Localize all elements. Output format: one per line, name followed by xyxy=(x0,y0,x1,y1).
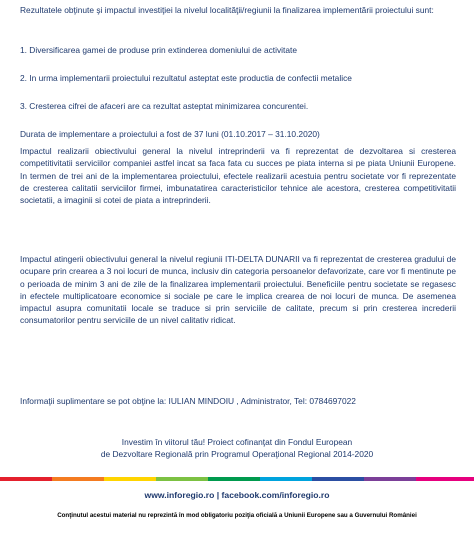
intro-paragraph: Rezultatele obţinute şi impactul investiţiei la nivelul localităţii/regiunii la finalizarea implementării proiectului sunt: xyxy=(20,5,434,15)
result-item-2: 2. In urma implementarii proiectului rezultatul asteptat este productia de confectii metalice xyxy=(20,73,352,83)
duration-text: Durata de implementare a proiectului a fost de 37 luni (01.10.2017 – 31.10.2020) xyxy=(20,129,320,139)
stripe-segment xyxy=(52,477,104,481)
stripe-segment xyxy=(208,477,260,481)
color-stripe xyxy=(0,477,474,481)
result-item-3: 3. Cresterea cifrei de afaceri are ca rezultat asteptat minimizarea concurentei. xyxy=(20,101,309,111)
eu-disclaimer: Conţinutul acestui material nu reprezintă în mod obligatoriu poziţia oficială a Uniunii Europene sau a Guvernului României xyxy=(57,512,417,519)
impact-enterprise-paragraph: Impactul realizarii obiectivului general la nivelul intreprinderii va fi reprezentat de dezvoltarea si cresterea competitivitatii serviciilor companiei astfel incat sa faca fata cu succes pe piata interna si pe piata Uniunii Europene. In termen de trei ani de la implementarea proiectului, efectele realizarii acestuia pentru societate vor fi reprezentate de cresterea calitatii serviciilor firmei, imbunatatirea caracteristicilor tehnice ale acestora, cresterea competitivitatii societatii, a imaginii si cotei de piata a intreprinderii. xyxy=(20,146,456,206)
stripe-segment xyxy=(416,477,474,481)
stripe-segment xyxy=(312,477,364,481)
website-links[interactable]: www.inforegio.ro | facebook.com/inforegio.ro xyxy=(144,490,330,500)
stripe-segment xyxy=(156,477,208,481)
stripe-segment xyxy=(104,477,156,481)
result-item-1: 1. Diversificarea gamei de produse prin extinderea domeniului de activitate xyxy=(20,45,297,55)
stripe-segment xyxy=(0,477,52,481)
impact-region-paragraph: Impactul atingerii obiectivului general la nivelul regiunii ITI-DELTA DUNARII va fi reprezentat de cresterea gradului de ocupare prin crearea a 3 noi locuri de munca, inclusiv din categoria persoanelor defavorizate, care vor fi mentinute pe o perioada de minim 3 ani de zile de la finalizarea implementarii proiectului. Beneficiile pentru societate se regasesc in efectele multiplicatoare economice si sociale pe care le implica crearea de noi locuri de munca. De asemenea impactul asupra comunitatii locale se traduce si prin serviciile de calitate, precum si prin cresterea increderii consumatorilor pentru serviciile de un nivel calitativ ridicat. xyxy=(20,254,456,326)
contact-info: Informaţii suplimentare se pot obţine la: IULIAN MINDOIU , Administrator, Tel: 0784697022 xyxy=(20,396,356,406)
stripe-segment xyxy=(260,477,312,481)
footer-line-1: Investim în viitorul tău! Proiect cofinanţat din Fondul European xyxy=(121,437,353,447)
stripe-segment xyxy=(364,477,416,481)
footer-line-2: de Dezvoltare Regională prin Programul Operaţional Regional 2014-2020 xyxy=(100,449,374,459)
